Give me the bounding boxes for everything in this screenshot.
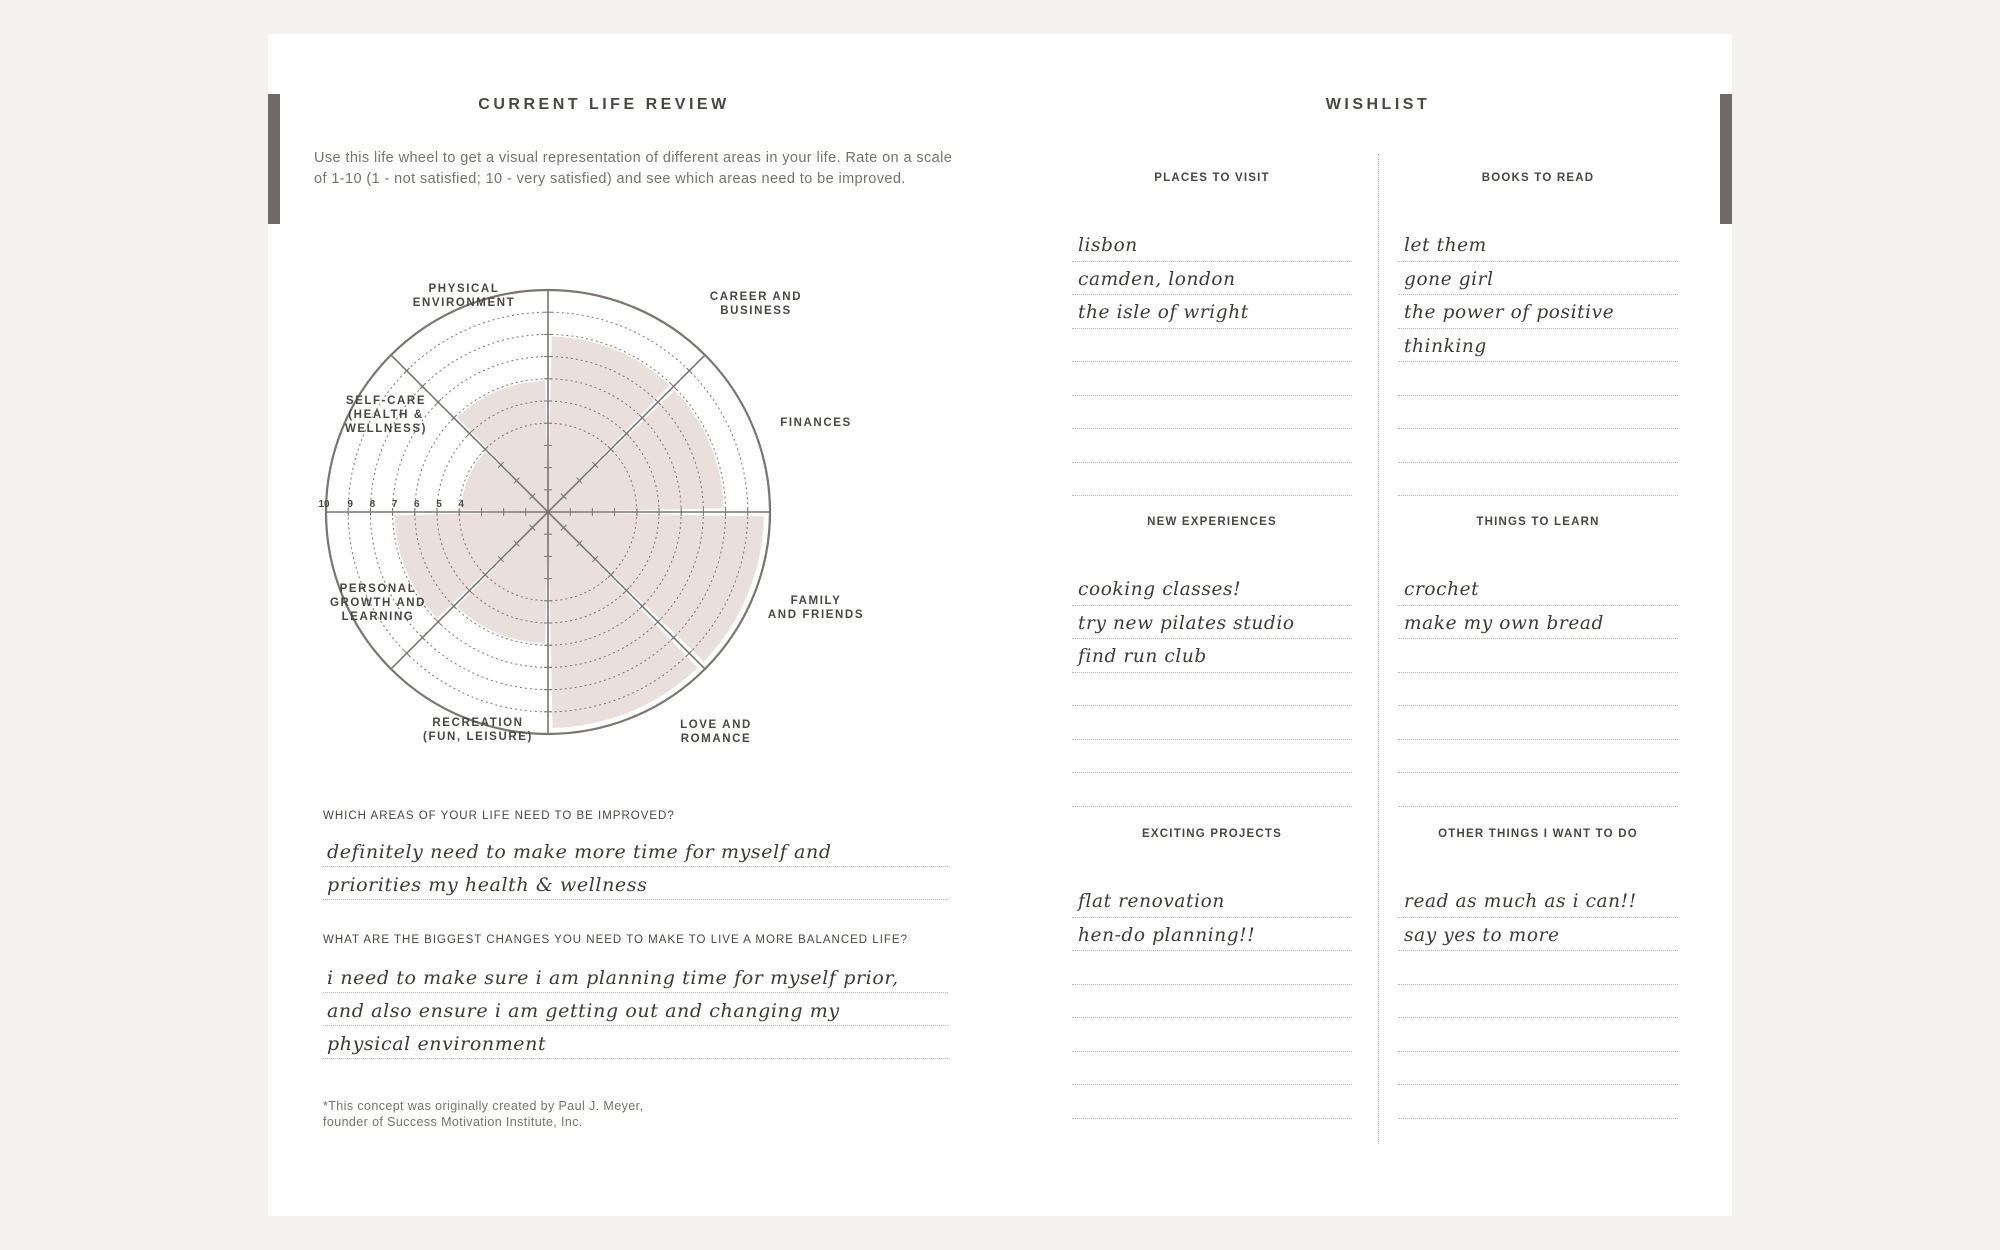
- list-item: [1398, 740, 1678, 774]
- list-item: [1398, 773, 1678, 807]
- list-item: crochet: [1398, 572, 1678, 606]
- list-item: [1072, 429, 1352, 463]
- list-item: flat renovation: [1072, 884, 1352, 918]
- list-item: [1398, 985, 1678, 1019]
- wheel-segment-label: LOVE AND: [680, 719, 752, 731]
- list-item: [1398, 639, 1678, 673]
- wheel-scale-label: 10: [318, 499, 330, 510]
- section-things-to-learn[interactable]: [1398, 516, 1678, 807]
- wheel-segment-label: GROWTH AND: [329, 597, 427, 609]
- list-item: [1398, 951, 1678, 985]
- list-item: [1072, 1085, 1352, 1119]
- section-title: EXCITING PROJECTS: [1142, 828, 1282, 840]
- list-item: try new pilates studio: [1072, 606, 1352, 640]
- section-title: PLACES TO VISIT: [1154, 172, 1270, 184]
- wheel-fill-group: [395, 336, 764, 728]
- list-item: [1072, 706, 1352, 740]
- wheel-segment-label: FINANCES: [780, 417, 852, 429]
- list-item: [1398, 1052, 1678, 1086]
- list-item: [1072, 773, 1352, 807]
- list-item: [1398, 1018, 1678, 1052]
- list-item: [1072, 362, 1352, 396]
- list-item: say yes to more: [1398, 918, 1678, 952]
- list-item: [1072, 396, 1352, 430]
- list-item: [1072, 673, 1352, 707]
- wheel-scale-label: 4: [458, 499, 464, 510]
- wheel-scale-label: 6: [414, 499, 420, 510]
- answer-line: priorities my health & wellness: [323, 867, 948, 900]
- answer-line: and also ensure i am getting out and changing my: [323, 993, 948, 1026]
- life-wheel: [288, 244, 888, 764]
- current-life-review-title: CURRENT LIFE REVIEW: [478, 96, 730, 113]
- list-item: make my own bread: [1398, 606, 1678, 640]
- wheel-spoke-group: [326, 290, 770, 734]
- wheel-segment-label: AND FRIENDS: [767, 609, 865, 621]
- footnote-line: *This concept was originally created by Paul J. Meyer,: [323, 1099, 644, 1113]
- list-item: [1072, 463, 1352, 497]
- list-item: thinking: [1398, 329, 1678, 363]
- list-item: the power of positive: [1398, 295, 1678, 329]
- list-item: find run club: [1072, 639, 1352, 673]
- list-item: cooking classes!: [1072, 572, 1352, 606]
- list-item: [1072, 985, 1352, 1019]
- list-item: [1072, 1052, 1352, 1086]
- footnote: [323, 1098, 743, 1130]
- wheel-scale-group: [318, 499, 464, 510]
- list-item: [1398, 1085, 1678, 1119]
- list-item: hen-do planning!!: [1072, 918, 1352, 952]
- list-item: read as much as i can!!: [1398, 884, 1678, 918]
- question-improve-areas: WHICH AREAS OF YOUR LIFE NEED TO BE IMPROVED?: [323, 810, 675, 822]
- section-places-to-visit[interactable]: [1072, 172, 1352, 496]
- list-item: the isle of wright: [1072, 295, 1352, 329]
- wheel-segment-label: LEARNING: [341, 611, 415, 623]
- list-item: [1072, 951, 1352, 985]
- footnote-line: founder of Success Motivation Institute, Inc.: [323, 1115, 583, 1129]
- wheel-segment-label: FAMILY: [790, 595, 842, 607]
- section-books-to-read[interactable]: [1398, 172, 1678, 496]
- list-item: [1398, 429, 1678, 463]
- wheel-segment-label: ROMANCE: [680, 733, 752, 745]
- wheel-segment-label: PHYSICAL: [428, 283, 500, 295]
- section-new-experiences[interactable]: [1072, 516, 1352, 807]
- list-item: [1398, 463, 1678, 497]
- section-title: THINGS TO LEARN: [1476, 516, 1600, 528]
- section-other-things[interactable]: [1398, 828, 1678, 1119]
- answer-line: physical environment: [323, 1026, 948, 1059]
- list-item: [1398, 706, 1678, 740]
- list-item: [1398, 396, 1678, 430]
- list-item: lisbon: [1072, 228, 1352, 262]
- list-item: [1072, 740, 1352, 774]
- list-item: gone girl: [1398, 262, 1678, 296]
- wheel-scale-label: 7: [391, 499, 398, 510]
- wheel-segment-label: CAREER AND: [709, 291, 803, 303]
- intro-text: Use this life wheel to get a visual representation of different areas in your life. Rate on a scale of 1-10 (1 - not satisfied; 10 - very satisfied) and see which areas need to be improved.: [314, 150, 953, 187]
- wheel-segment-label: (FUN, LEISURE): [423, 731, 533, 743]
- wishlist-title: WISHLIST: [1325, 96, 1431, 113]
- wheel-segment-label: (HEALTH &: [348, 409, 424, 421]
- question-balanced-life: WHAT ARE THE BIGGEST CHANGES YOU NEED TO MAKE TO LIVE A MORE BALANCED LIFE?: [323, 934, 908, 946]
- list-item: [1072, 1018, 1352, 1052]
- wheel-segment-label: PERSONAL: [339, 583, 417, 595]
- wheel-segment-label: WELLNESS): [344, 423, 428, 435]
- answer-line: i need to make sure i am planning time for myself prior,: [323, 960, 948, 993]
- section-title: BOOKS TO READ: [1481, 172, 1595, 184]
- section-exciting-projects[interactable]: [1072, 828, 1352, 1119]
- list-item: let them: [1398, 228, 1678, 262]
- wheel-segment-label: BUSINESS: [720, 305, 792, 317]
- column-divider: [1378, 154, 1379, 1144]
- wheel-segment-label: ENVIRONMENT: [412, 297, 516, 309]
- section-title: NEW EXPERIENCES: [1147, 516, 1277, 528]
- answer-balanced-life[interactable]: [323, 960, 948, 1059]
- right-page-tab: [1720, 94, 1732, 224]
- left-page-tab: [268, 94, 280, 224]
- planner-spread: [268, 34, 1732, 1216]
- list-item: [1072, 329, 1352, 363]
- wheel-scale-label: 8: [369, 499, 376, 510]
- wheel-segment-label: RECREATION: [432, 717, 524, 729]
- answer-improve-areas[interactable]: [323, 834, 948, 900]
- answer-line: definitely need to make more time for myself and: [323, 834, 948, 867]
- list-item: [1398, 362, 1678, 396]
- wheel-scale-label: 9: [347, 499, 353, 510]
- section-title: OTHER THINGS I WANT TO DO: [1438, 828, 1638, 840]
- list-item: camden, london: [1072, 262, 1352, 296]
- wheel-segment-label: SELF-CARE: [345, 395, 427, 407]
- list-item: [1398, 673, 1678, 707]
- wheel-scale-label: 5: [436, 499, 442, 510]
